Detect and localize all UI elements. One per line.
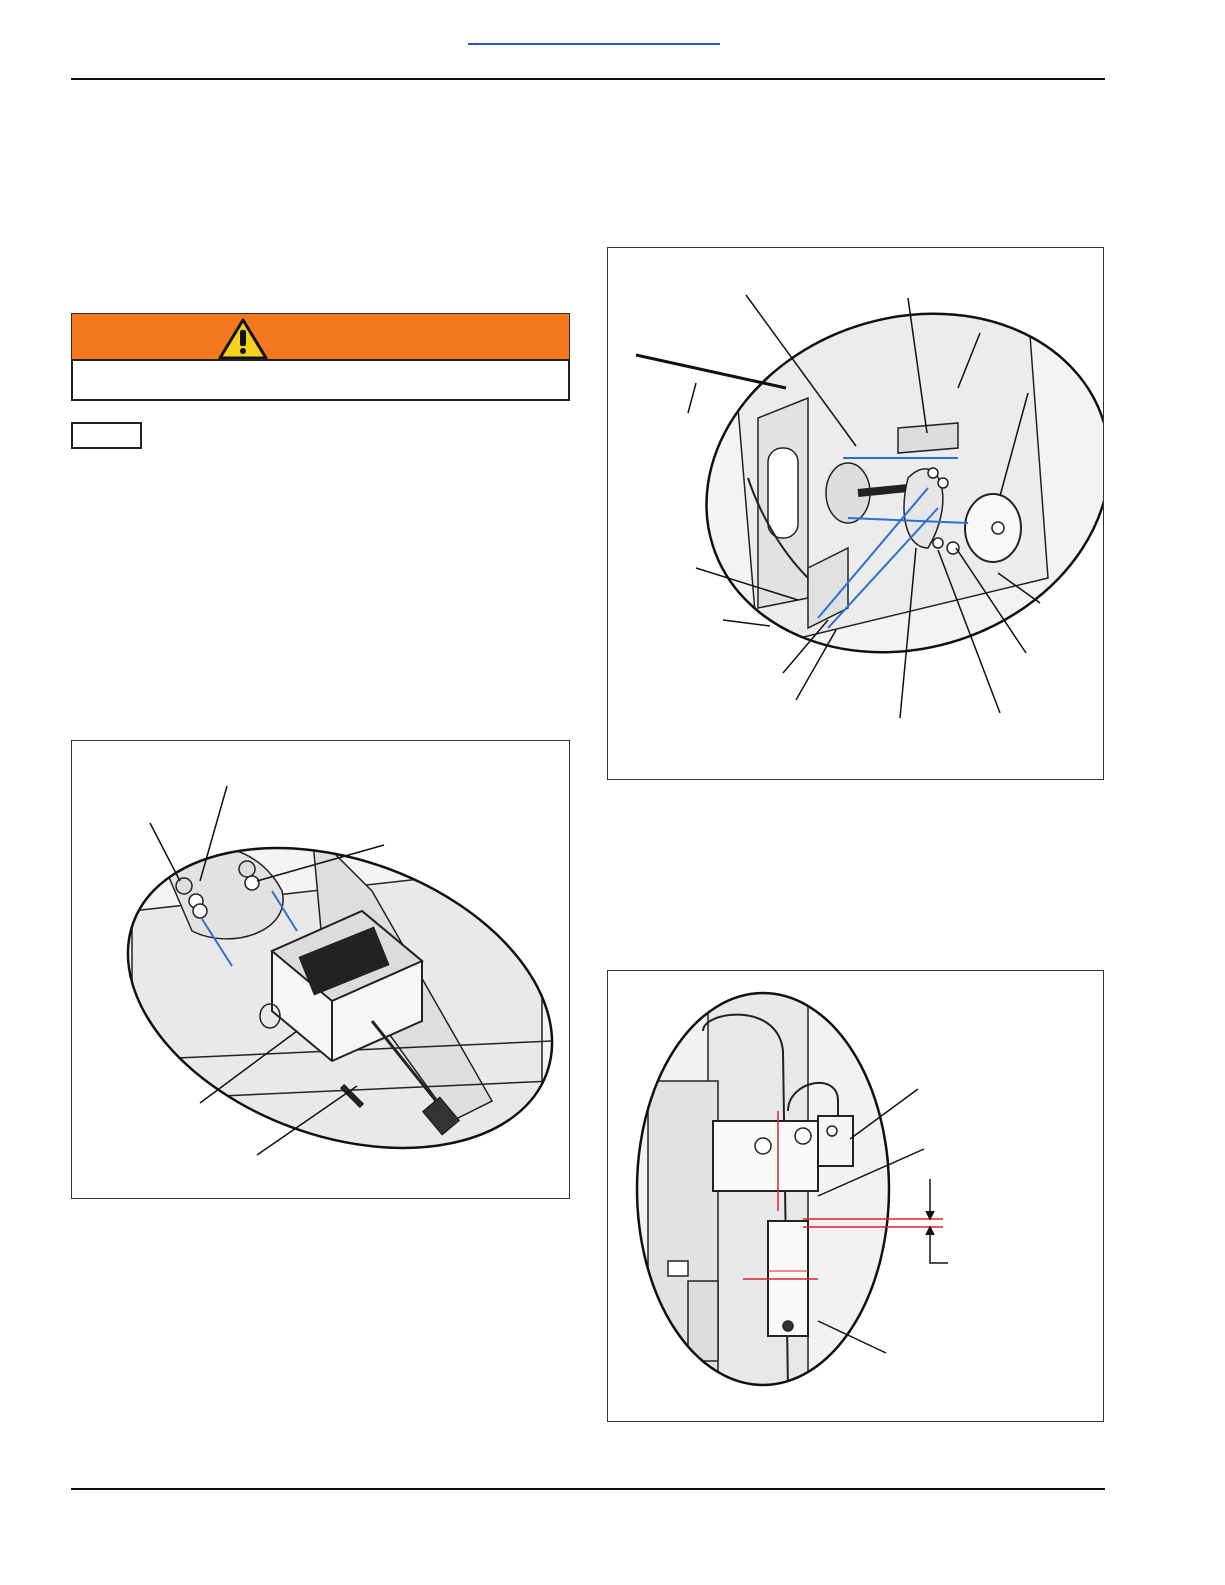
warning-message [71, 359, 570, 401]
figure-1 [71, 740, 570, 1199]
note-label-box [71, 422, 142, 449]
figure-2-illustration [608, 248, 1103, 779]
figure-3 [607, 970, 1104, 1422]
figure-1-illustration [72, 741, 569, 1198]
header-link-underline[interactable] [468, 43, 720, 45]
figure-3-illustration [608, 971, 1103, 1421]
warning-box [71, 313, 570, 401]
warning-band [71, 313, 570, 360]
figure-2 [607, 247, 1104, 780]
footer-rule [71, 1488, 1105, 1490]
alert-triangle-icon [217, 317, 269, 361]
header-rule [71, 78, 1105, 80]
